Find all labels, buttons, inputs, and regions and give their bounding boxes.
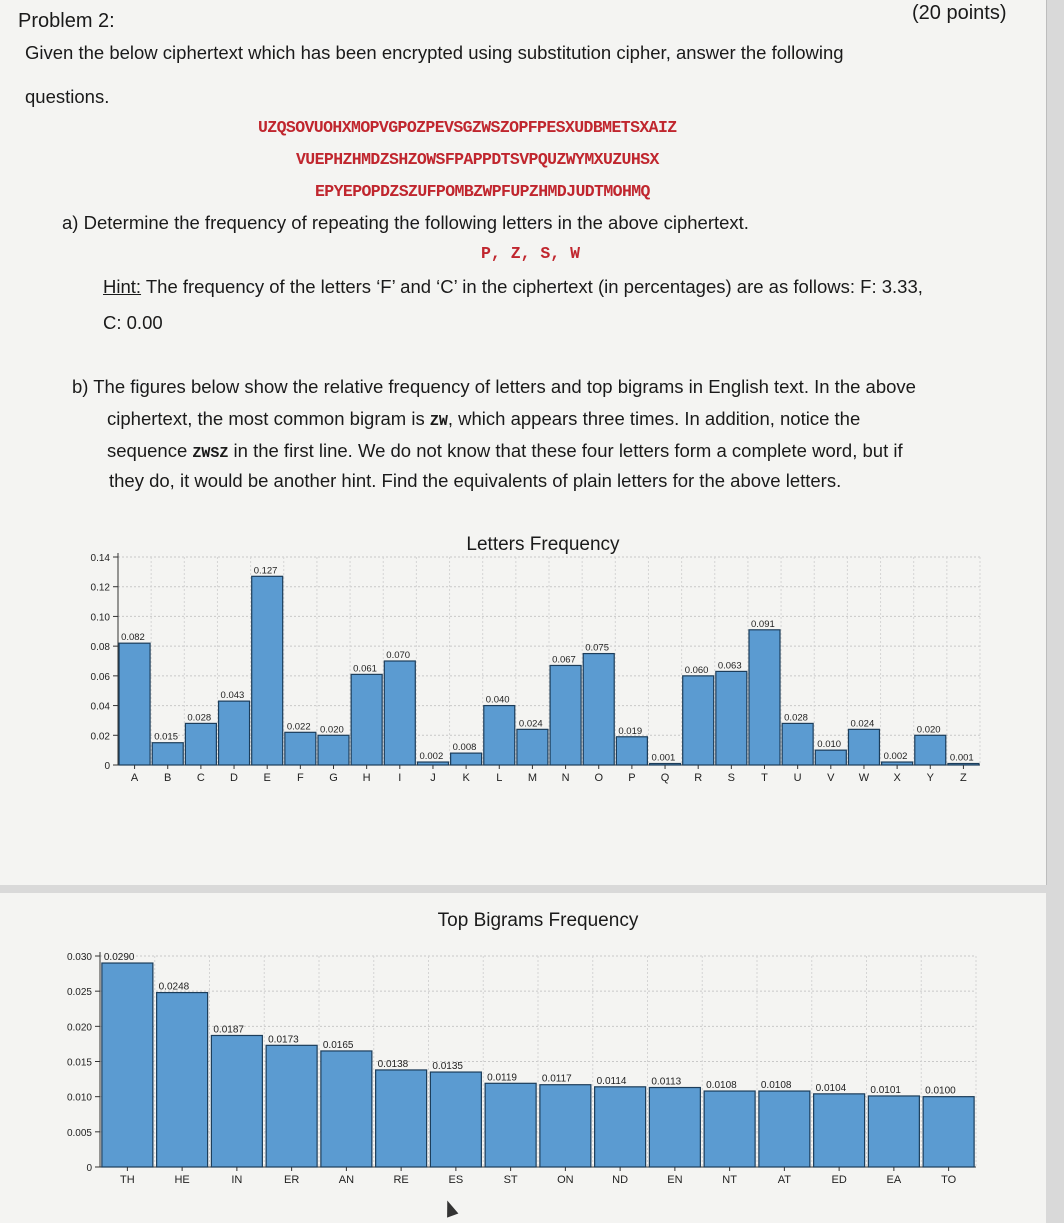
data-label: 0.015	[154, 731, 179, 743]
data-label: 0.0290	[103, 952, 135, 964]
intro-line-1: Given the below ciphertext which has been encrypted using substitution cipher, answer the following	[25, 42, 844, 63]
data-label: 0.0104	[815, 1082, 847, 1094]
ciphertext-line-2: VUEPHZHMDZSHZOWSFPAPPDTSVPQUZWYMXUZUHSX	[296, 150, 659, 169]
y-tick-label: 0.06	[90, 671, 110, 683]
x-tick-label: U	[793, 772, 802, 784]
x-tick-label: R	[694, 772, 703, 784]
x-tick-label: EN	[667, 1174, 683, 1186]
x-tick-label: X	[893, 772, 901, 784]
chart-title: Letters Frequency	[466, 534, 620, 555]
bar-an	[321, 1051, 372, 1167]
y-tick-label: 0.010	[66, 1092, 92, 1104]
x-tick-label: Y	[926, 772, 934, 784]
x-tick-label: C	[196, 772, 205, 784]
y-tick-label: 0.08	[90, 642, 110, 654]
bar-re	[376, 1070, 427, 1167]
hint-line-1	[103, 276, 923, 298]
bar-x	[882, 762, 913, 765]
bar-d	[219, 701, 250, 765]
bar-u	[782, 723, 813, 765]
data-label: 0.127	[253, 565, 278, 577]
data-label: 0.0101	[870, 1084, 901, 1096]
x-tick-label: B	[164, 772, 172, 784]
bar-es	[430, 1072, 481, 1167]
y-tick-label: 0.04	[90, 701, 110, 713]
y-tick-label: 0.020	[66, 1022, 92, 1034]
part-b-line-4: they do, it would be another hint. Find the equivalents of plain letters for the above letters.	[109, 470, 842, 491]
part-b-line-2-text: ciphertext, the most common bigram is	[107, 408, 430, 429]
hint-line-2: C: 0.00	[103, 312, 163, 333]
bar-er	[266, 1045, 317, 1167]
data-label: 0.0135	[432, 1061, 463, 1073]
part-b-line-1: b) The figures below show the relative frequency of letters and top bigrams in English text. In the above	[72, 376, 916, 397]
part-b-line-3	[107, 440, 903, 462]
x-tick-label: TH	[120, 1174, 135, 1186]
bar-k	[451, 753, 482, 765]
x-tick-label: AT	[777, 1174, 791, 1186]
x-tick-label: IN	[231, 1174, 243, 1186]
bar-en	[649, 1088, 700, 1167]
bar-p	[616, 737, 647, 765]
bar-w	[848, 729, 879, 765]
bar-v	[815, 750, 846, 765]
bar-z	[948, 764, 979, 765]
bar-b	[152, 743, 183, 765]
data-label: 0.002	[419, 751, 444, 763]
data-label: 0.067	[552, 654, 576, 666]
bar-st	[485, 1083, 536, 1167]
part-b-line-3-text: sequence	[107, 440, 193, 461]
y-tick-label: 0.14	[90, 553, 110, 564]
data-label: 0.0117	[541, 1073, 572, 1085]
part-a-question: a) Determine the frequency of repeating the following letters in the above ciphertext.	[62, 212, 749, 233]
bigram-code: ZW	[429, 413, 448, 430]
data-label: 0.001	[651, 752, 676, 764]
y-tick-label: 0.015	[66, 1057, 92, 1069]
data-label: 0.008	[452, 742, 477, 754]
x-tick-label: EA	[886, 1174, 902, 1186]
bar-h	[351, 674, 382, 765]
x-tick-label: M	[527, 772, 538, 784]
points-label: (20 points)	[912, 2, 1007, 24]
bar-r	[683, 676, 714, 765]
bar-on	[540, 1085, 591, 1167]
x-tick-label: ON	[557, 1174, 574, 1186]
data-label: 0.0187	[213, 1024, 244, 1036]
data-label: 0.075	[585, 642, 610, 654]
x-tick-label: I	[398, 772, 402, 784]
bar-in	[211, 1035, 262, 1167]
sequence-code: ZWSZ	[192, 445, 229, 462]
bigram-sheet	[0, 893, 1046, 1223]
bar-th	[102, 963, 153, 1167]
y-tick-label: 0.030	[66, 952, 92, 963]
data-label: 0.010	[817, 739, 842, 751]
x-tick-label: ND	[612, 1174, 629, 1186]
x-tick-label: N	[561, 772, 570, 784]
data-label: 0.024	[850, 718, 875, 730]
bar-ed	[814, 1094, 865, 1167]
bigrams-frequency-chart	[0, 893, 1046, 1223]
data-label: 0.091	[751, 618, 775, 630]
hint-label: Hint:	[103, 276, 142, 297]
x-tick-label: P	[628, 772, 636, 784]
data-label: 0.040	[485, 694, 510, 706]
x-tick-label: F	[296, 772, 304, 784]
bar-s	[716, 671, 747, 765]
x-tick-label: ES	[448, 1174, 464, 1186]
part-a-letters: P, Z, S, W	[481, 244, 581, 263]
data-label: 0.043	[220, 690, 245, 702]
x-tick-label: O	[594, 772, 604, 784]
part-b-line-2-rest: , which appears three times. In addition, notice the	[447, 408, 861, 429]
bar-nt	[704, 1091, 755, 1167]
data-label: 0.002	[883, 751, 908, 763]
data-label: 0.0114	[596, 1075, 627, 1087]
data-label: 0.060	[684, 664, 709, 676]
y-tick-label: 0	[104, 761, 110, 772]
bar-g	[318, 735, 349, 765]
data-label: 0.028	[187, 712, 212, 724]
x-tick-label: Z	[960, 772, 967, 784]
letters-frequency-chart	[0, 525, 1046, 815]
bar-m	[517, 729, 548, 765]
bar-c	[185, 723, 216, 765]
ciphertext-line-1: UZQSOVUOHXMOPVGPOZPEVSGZWSZOPFPESXUDBMETSXAIZ	[258, 118, 677, 137]
x-tick-label: A	[130, 772, 139, 784]
x-tick-label: H	[362, 772, 371, 784]
data-label: 0.024	[518, 718, 543, 730]
y-tick-label: 0.10	[90, 612, 110, 624]
x-tick-label: G	[329, 772, 338, 784]
y-tick-label: 0.005	[66, 1127, 92, 1139]
data-label: 0.0100	[925, 1085, 956, 1097]
x-tick-label: J	[430, 772, 436, 784]
data-label: 0.061	[353, 663, 377, 675]
x-tick-label: TO	[941, 1174, 957, 1186]
bar-n	[550, 665, 581, 765]
bar-t	[749, 630, 780, 765]
bar-a	[119, 643, 150, 765]
data-label: 0.070	[386, 650, 411, 661]
bar-to	[923, 1097, 974, 1167]
data-label: 0.0108	[760, 1080, 792, 1092]
bar-nd	[595, 1087, 646, 1167]
data-label: 0.0165	[322, 1039, 354, 1051]
data-label: 0.082	[121, 632, 145, 644]
data-label: 0.019	[618, 725, 643, 737]
chart-title: Top Bigrams Frequency	[437, 910, 639, 931]
x-tick-label: ER	[283, 1174, 300, 1186]
x-tick-label: L	[496, 772, 503, 784]
bar-f	[285, 732, 316, 765]
data-label: 0.0248	[158, 981, 190, 993]
bar-l	[484, 706, 515, 765]
x-tick-label: T	[761, 772, 768, 784]
data-label: 0.0119	[487, 1072, 517, 1084]
x-tick-label: E	[263, 772, 271, 784]
y-tick-label: 0	[86, 1163, 92, 1174]
x-tick-label: ST	[503, 1174, 518, 1186]
data-label: 0.0173	[268, 1034, 299, 1046]
problem-title: Problem 2:	[18, 10, 115, 32]
bar-y	[915, 735, 946, 765]
ciphertext-line-3: EPYEPOPDZSZUFPOMBZWPFUPZHMDJUDTMOHMQ	[315, 182, 650, 201]
y-tick-label: 0.02	[90, 731, 110, 743]
y-tick-label: 0.025	[66, 987, 92, 999]
bar-i	[384, 661, 415, 765]
data-label: 0.0113	[651, 1076, 682, 1088]
x-tick-label: Q	[660, 772, 670, 784]
y-tick-label: 0.12	[90, 582, 110, 594]
data-label: 0.028	[784, 712, 808, 724]
data-label: 0.001	[949, 752, 974, 764]
bar-he	[157, 993, 208, 1167]
x-tick-label: ED	[831, 1174, 847, 1186]
part-b-line-3-rest: in the first line. We do not know that these four letters form a complete word, but if	[228, 440, 903, 461]
x-tick-label: K	[462, 772, 470, 784]
data-label: 0.0138	[377, 1058, 409, 1070]
bar-o	[583, 654, 614, 765]
part-b-line-2	[107, 408, 860, 430]
intro-line-2: questions.	[25, 86, 110, 107]
bar-ea	[868, 1096, 919, 1167]
bar-e	[252, 576, 283, 765]
x-tick-label: AN	[338, 1174, 355, 1186]
data-label: 0.063	[717, 660, 742, 672]
x-tick-label: V	[827, 772, 835, 784]
data-label: 0.022	[286, 721, 311, 733]
x-tick-label: W	[858, 772, 870, 784]
x-tick-label: NT	[722, 1174, 737, 1186]
bar-j	[417, 762, 448, 765]
x-tick-label: S	[727, 772, 736, 784]
hint-text: The frequency of the letters ‘F’ and ‘C’ in the ciphertext (in percentages) are as follows: F: 3.33,	[141, 276, 923, 297]
data-label: 0.020	[320, 724, 344, 736]
data-label: 0.0108	[706, 1080, 737, 1092]
bar-at	[759, 1091, 810, 1167]
bar-q	[650, 764, 681, 765]
data-label: 0.020	[916, 724, 941, 736]
x-tick-label: RE	[393, 1174, 409, 1186]
x-tick-label: D	[230, 772, 239, 784]
x-tick-label: HE	[174, 1174, 190, 1186]
